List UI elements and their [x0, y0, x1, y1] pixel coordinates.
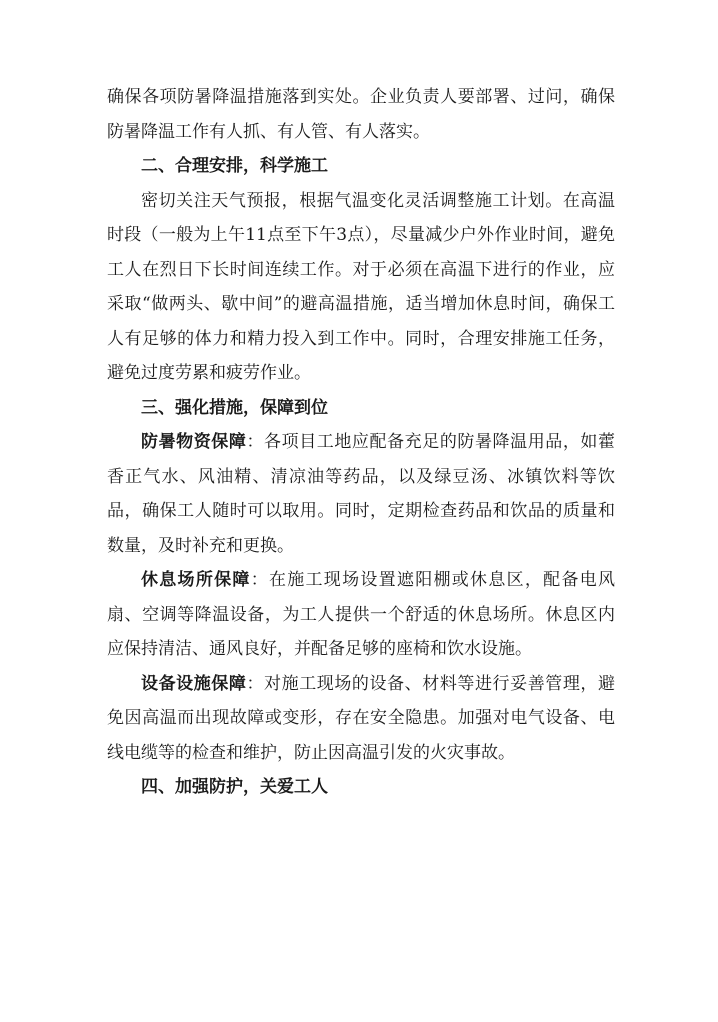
section-heading-3: 三、强化措施，保障到位 — [141, 397, 328, 418]
paragraph-text-equipment: ：对施工现场的设备、材料等进行妥善管理，避免因高温而出现故障或变形，存在安全隐患。加强对电气设备、电线电缆等的检查和维护，防止因高温引发的火灾事故。 — [107, 673, 616, 763]
section-heading-2: 二、合理安排，科学施工 — [141, 156, 328, 176]
paragraph-text-rest-area: ：在施工现场设置遮阳棚或休息区，配备电风扇、空调等降温设备，为工人提供一个舒适的休息场所。休息区内应保持清洁、通风良好，并配备足够的座椅和饮水设施。 — [107, 570, 616, 659]
paragraph-equipment — [107, 667, 615, 771]
paragraph-supplies — [107, 425, 615, 563]
paragraph-lead-supplies: 防暑物资保障 — [141, 432, 247, 452]
paragraph-scheduling: 密切关注天气预报，根据气温变化灵活调整施工计划。在高温时段（一般为上午11点至下午3点），尽量减少户外作业时间，避免工人在烈日下长时间连续工作。对于必须在高温下进行的作业，应采取“做两头、歇中间”的避高温措施，适当增加休息时间，确保工人有足够的体力和精力投入到工作中。同时，合理安排施工任务，避免过度劳累和疲劳作业。 — [107, 190, 615, 383]
document-body — [107, 80, 615, 805]
paragraph-text-supplies: ：各项目工地应配备充足的防暑降温用品，如藿香正气水、风油精、清凉油等药品，以及绿豆汤、冰镇饮料等饮品，确保工人随时可以取用。同时，定期检查药品和饮品的质量和数量，及时补充和更换。 — [107, 432, 616, 556]
paragraph-continuation: 确保各项防暑降温措施落到实处。企业负责人要部署、过问，确保防暑降温工作有人抓、有人管、有人落实。 — [107, 87, 615, 142]
paragraph-lead-equipment: 设备设施保障 — [141, 673, 247, 694]
paragraph-lead-rest-area: 休息场所保障 — [141, 570, 251, 590]
paragraph-rest-area — [107, 563, 615, 667]
section-heading-4: 四、加强防护，关爱工人 — [141, 777, 328, 797]
